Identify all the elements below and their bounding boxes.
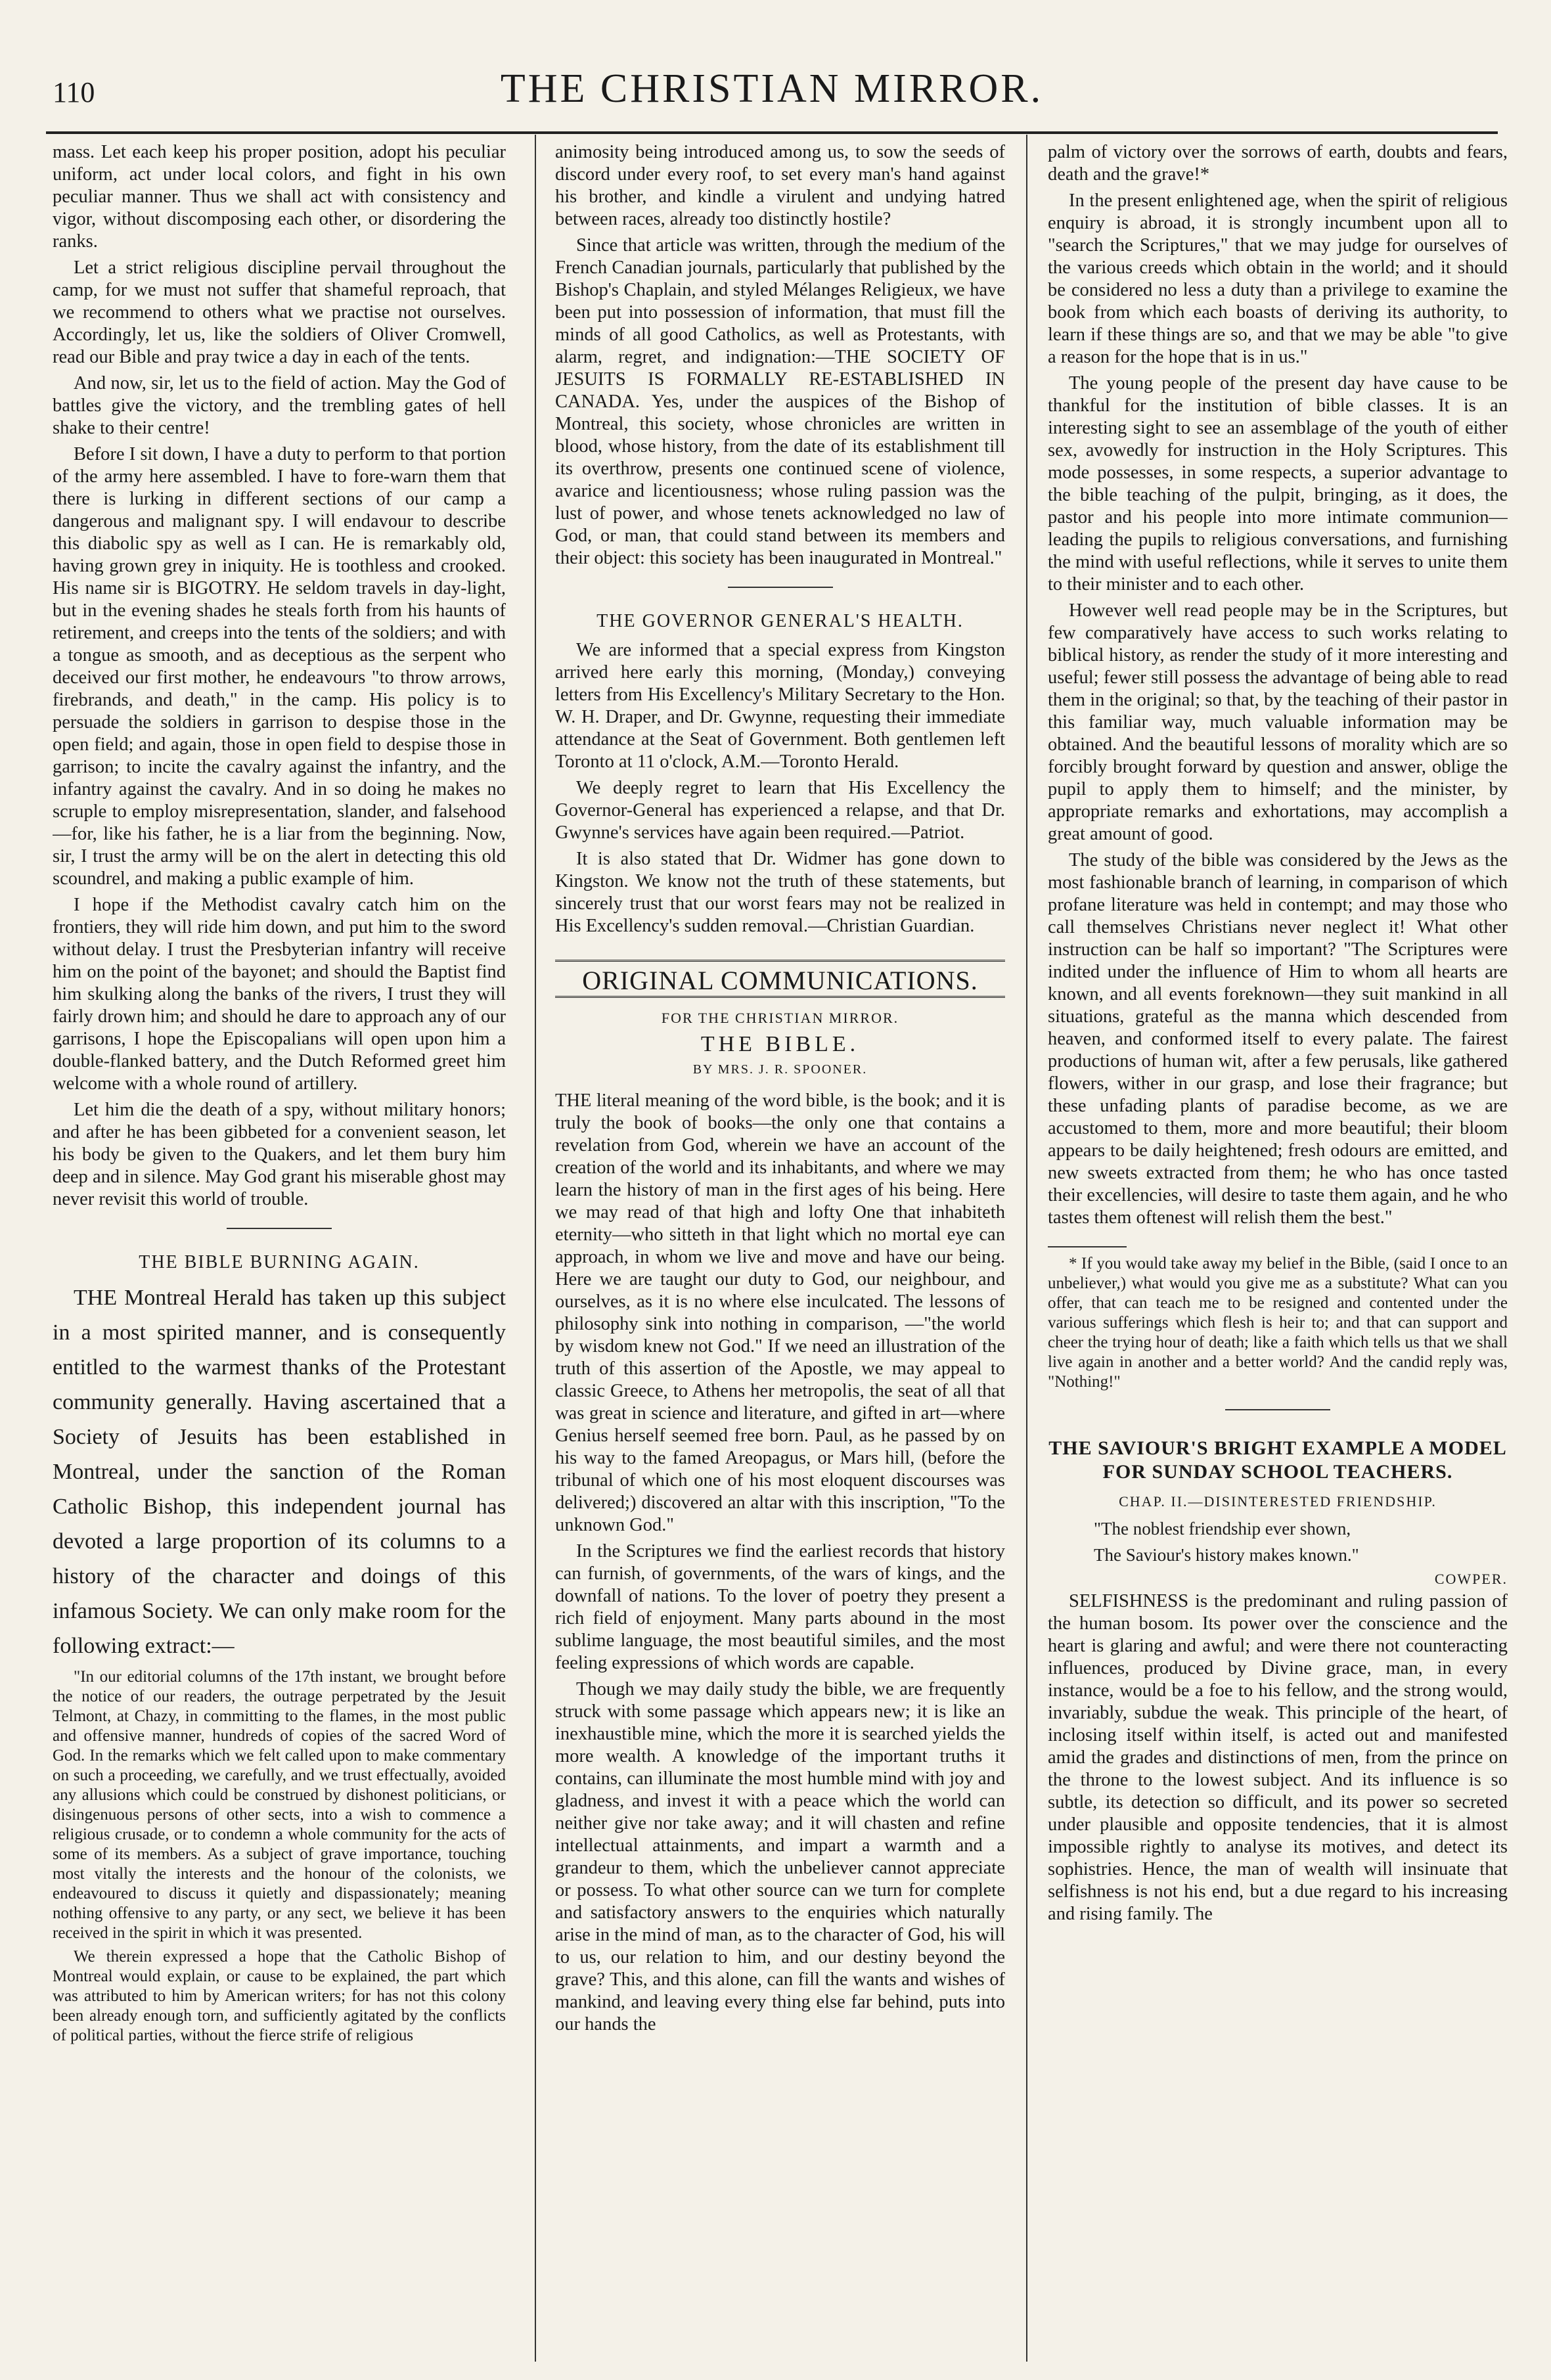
paragraph: mass. Let each keep his proper position, adopt his peculiar uniform, act under local colors, and fight in his own peculiar manner. Thus we shall act with consistency and vigor, without discomposing each other, or disordering the ranks.	[53, 142, 506, 252]
column-divider	[535, 135, 536, 2362]
paragraph: THE Montreal Herald has taken up this subject in a most spirited manner, and is consequently entitled to the warmest thanks of the Protestant community generally. Having ascertained that a Society of Jesuits has been established in Montreal, under the sanction of the Roman Catholic Bishop, this independent journal has devoted a large proportion of its columns to a history of the character and doings of this infamous Society. We can only make room for the following extract:—	[53, 1286, 506, 1658]
paragraph: animosity being introduced among us, to sow the seeds of discord under every roof, to set every man's hand against his brother, and kindle a virulent and undying hatred between races, already too distinctly hostile?	[555, 142, 1005, 229]
byline: BY MRS. J. R. SPOONER.	[692, 1062, 868, 1077]
section-rule	[227, 1228, 332, 1229]
paragraph: Let him die the death of a spy, without military honors; and after he has been gibbeted for a convenient season, let his body be given to the Quakers, and let them bury him deep and in silence. May God grant his miserable ghost may never revisit this world of trouble.	[53, 1100, 506, 1209]
paragraph: However well read people may be in the Scriptures, but few comparatively have access to such works relating to biblical history, as render the study of it more interesting and useful; fewer still possess the advantage of being able to read them in the original; so that, by the teaching of their pastor in this familiar way, much valuable information may be obtained. And the beautiful lessons of morality which are so forcibly brought forward by question and answer, oblige the pupil to apply them to himself; and the minister, by appropriate remarks and exhortations, may accomplish a great amount of good.	[1048, 600, 1508, 844]
heading-governor-health: THE GOVERNOR GENERAL'S HEALTH.	[596, 611, 964, 631]
section-rule	[728, 587, 833, 588]
column-middle	[555, 141, 1005, 2362]
paragraph: SELFISHNESS is the predominant and ruling passion of the human bosom. Its power over the conscience and the heart is glaring and awful; and were there not counteracting influences, produced by Divine grace, man, in every instance, would be a foe to his fellow, and the strong would, invariably, subdue the weak. This principle of the heart, of inclosing itself within itself, is acted out and manifested amid the grades and distinctions of men, from the prince on the throne to the lowest subject. And its influence is so subtle, its detection so difficult, and its power so secreted under plausible and opposite tendencies, that it is almost impossible rightly to analyse its motives, and detect its sophistries. Hence, the man of wealth will insinuate that selfishness is not his end, but a due regard to his increasing and rising family. The	[1048, 1591, 1508, 1924]
column-left	[53, 141, 506, 2362]
paragraph: Let a strict religious discipline pervail throughout the camp, for we must not suffer that shameful reproach, that we recommend to others what we practise not ourselves. Accordingly, let us, like the soldiers of Oliver Cromwell, read our Bible and pray twice a day in each of the tents.	[53, 258, 506, 367]
heading-bible-burning: THE BIBLE BURNING AGAIN.	[139, 1252, 420, 1272]
paragraph: And now, sir, let us to the field of action. May the God of battles give the victory, and the trembling gates of hell shake to their centre!	[53, 373, 506, 438]
column-right	[1048, 141, 1508, 2362]
paragraph: In the Scriptures we find the earliest records that history can furnish, of governments, of the wars of kings, and the downfall of nations. To the lover of poetry they present a rich field of enjoyment. Many parts abound in the most sublime language, the most beautiful similes, and the most feeling expressions of which words are capable.	[555, 1541, 1005, 1673]
quoted-paragraph: "In our editorial columns of the 17th instant, we brought before the notice of our readers, the outrage perpetrated by the Jesuit Telmont, at Chazy, in committing to the flames, in the most public and offensive manner, hundreds of copies of the sacred Word of God. In the remarks which we felt called upon to make commentary on such a proceeding, we carefully, and we trust effectually, avoided any allusions which could be construed by dishonest politicians, or disingenuous persons of other sects, into a wish to commence a religious crusade, or to condemn a whole community for the acts of some of its members. As a subject of grave importance, touching most vitally the interests and the honour of the colonists, we endeavoured to discuss it quietly and dispassionately; meaning nothing offensive to any party, or any sect, we believe it has been received in the spirit in which it was presented.	[53, 1668, 506, 1942]
paragraph: palm of victory over the sorrows of earth, doubts and fears, death and the grave!*	[1048, 142, 1508, 185]
heading-saviours-example: THE SAVIOUR'S BRIGHT EXAMPLE A MODEL FOR SUNDAY SCHOOL TEACHERS.	[1048, 1437, 1507, 1483]
header-rule	[46, 131, 1498, 134]
paragraph: The young people of the present day have cause to be thankful for the institution of bible classes. It is an interesting sight to see an assemblage of the youth of either sex, avowedly for instruction in the Holy Scriptures. This mode possesses, in some respects, a superior advantage to the bible teaching of the pulpit, bringing, as it does, the pastor and his people into more intimate communion—leading the pupils to religious conversations, and furnishing the mind with useful reflections, while it serves to unite them to their minister and to each other.	[1048, 373, 1508, 595]
paragraph: We deeply regret to learn that His Excellency the Governor-General has experienced a relapse, and that Dr. Gwynne's services have again been required.—Patriot.	[555, 778, 1005, 843]
masthead-title: THE CHRISTIAN MIRROR.	[500, 66, 1044, 111]
paragraph: Since that article was written, through the medium of the French Canadian journals, particularly that published by the Bishop's Chaplain, and styled Mélanges Religieux, we have been put into possession of information, that must fill the minds of all good Catholics, as well as Protestants, with alarm, regret, and indignation:—THE SOCIETY OF JESUITS IS FORMALLY RE-ESTABLISHED IN CANADA. Yes, under the auspices of the Bishop of Montreal, this society, whose chronicles are written in blood, whose history, from the date of its establishment till its overthrow, presents one continued scene of violence, avarice and licentiousness; whose ruling passion was the lust of power, and whose tenets acknowledged no law of God, or man, that could stand between its members and their object: this society has been inaugurated in Montreal."	[555, 235, 1005, 568]
chapter-label: CHAP. II.—DISINTERESTED FRIENDSHIP.	[1119, 1493, 1437, 1510]
verse-line: The Saviour's history makes known."	[1094, 1545, 1359, 1565]
paragraph: In the present enlightened age, when the spirit of religious enquiry is abroad, it is strongly incumbent upon all to "search the Scriptures," that we may judge for ourselves of the various creeds which obtain in the world; and it should be considered no less a duty than a privilege to examine the book from which each boasts of deriving its authority, to learn if these things are so, and that we may be able "to give a reason for the hope that is in us."	[1048, 191, 1508, 367]
for-mirror-label: FOR THE CHRISTIAN MIRROR.	[661, 1010, 899, 1026]
footnote: * If you would take away my belief in the Bible, (said I once to an unbeliever,) what would you give me as a substitute? What can you offer, that can teach me to be resigned and contented under the various sufferings which flesh is heir to; and that can support and cheer the trying hour of death; like a faith which tells us that we shall live again in another and a better world? And the candid reply was, "Nothing!"	[1048, 1255, 1508, 1391]
page-number: 110	[53, 76, 95, 108]
verse-attribution: COWPER.	[1434, 1571, 1508, 1587]
verse-line: "The noblest friendship ever shown,	[1094, 1519, 1351, 1538]
footnote-rule	[1048, 1246, 1127, 1247]
paragraph: THE literal meaning of the word bible, is the book; and it is truly the book of books—the only one that contains a revelation from God, wherein we have an account of the creation of the world and its inhabitants, and where we may learn the history of man in the first ages of his being. Here we may read of that high and lofty One that inhabiteth eternity—who sitteth in that light which no mortal eye can approach, in whom we live and move and have our being. Here we are taught our duty to God, our neighbour, and ourselves, as it is no where else inculcated. The lessons of philosophy sink into nothing in comparison, —"the world by wisdom knew not God." If we need an illustration of the truth of this assertion of the Apostle, we may appeal to classic Greece, to Athens her metropolis, the seat of all that was great in science and literature, and gifted in art—where Genius herself seemed free born. Paul, as he passed by on his way to the famed Areopagus, or Mars hill, (before the tribunal of which one of his most eloquent discourses was delivered;) discovered an altar with this inscription, "To the unknown God."	[555, 1090, 1005, 1535]
section-rule	[1225, 1409, 1330, 1410]
paragraph: The study of the bible was considered by the Jews as the most fashionable branch of learning, in comparison of which profane literature was held in contempt; and may those who call themselves Christians never neglect it! What other instruction can be half so important? "The Scriptures were indited under the influence of Him to whom all hearts are known, and all events foreknown—they suit mankind in all situations, grateful as the manna which descended from heaven, and conformed itself to every palate. The fairest productions of human wit, after a few perusals, like gathered flowers, wither in our grasp, and lose their fragrance; but these unfading plants of paradise become, as we are accustomed to them, more and more beautiful; their bloom appears to be daily heightened; fresh odours are emitted, and new sweets extracted from them; he who has once tasted their excellencies, will desire to taste them again, and he who tastes them oftenest will relish them the best."	[1048, 850, 1508, 1228]
column-divider	[1026, 135, 1027, 2362]
paragraph: Before I sit down, I have a duty to perform to that portion of the army here assembled. I have to fore-warn them that there is lurking in different sections of our camp a dangerous and malignant spy. I will endavour to describe this diabolic spy as well as I can. He is remarkably old, having grown grey in iniquity. He is toothless and crooked. His name sir is BIGOTRY. He seldom travels in day-light, but in the evening shades he steals forth from his haunts of retirement, and creeps into the tents of the soldiers; and with a tongue as smooth, and as deceptious as the serpent who deceived our first mother, he endeavours "to throw arrows, firebrands, and death," in the camp. His policy is to persuade the soldiers in garrison to despise those in the open field; and again, those in open field to despise those in garrison; to incite the cavalry against the infantry, and the infantry against the cavalry. And in so doing he makes no scruple to employ misrepresentation, slander, and falsehood—for, like his father, he is a liar from the beginning. Now, sir, I trust the army will be on the alert in detecting this old scoundrel, and making a public example of him.	[53, 444, 506, 889]
paragraph: We are informed that a special express from Kingston arrived here early this morning, (Monday,) conveying letters from His Excellency's Military Secretary to the Hon. W. H. Draper, and Dr. Gwynne, requesting their immediate attendance at the Seat of Government. Both gentlemen left Toronto at 11 o'clock, A.M.—Toronto Herald.	[555, 640, 1005, 772]
heading-original-communications: ORIGINAL COMMUNICATIONS.	[555, 960, 1005, 998]
page-header	[46, 13, 1498, 112]
paragraph: Though we may daily study the bible, we are frequently struck with some passage which appears new; it is like an inexhaustible mine, which the more it is searched yields the more wealth. A knowledge of the important truths it contains, can illuminate the most humble mind with joy and gladness, and invest it with a peace which the world can neither give nor take away; and it will chasten and refine intellectual attainments, and impart a warmth and a grandeur to them, which the unbeliever cannot appreciate or possess. To what other source can we turn for complete and satisfactory answers to the enquiries which naturally arise in the mind of man, as to the character of God, his will to us, our relation to him, and our destiny beyond the grave? This, and this alone, can fill the wants and wishes of mankind, and leaving every thing else far behind, puts into our hands the	[555, 1679, 1005, 2034]
paragraph: I hope if the Methodist cavalry catch him on the frontiers, they will ride him down, and put him to the sword without delay. I trust the Presbyterian infantry will receive him on the point of the bayonet; and should the Baptist find him skulking along the banks of the rivers, I trust they will fairly drown him; and should he dare to approach any of our garrisons, I hope the Episcopalians will open upon him a double-flanked battery, and the Dutch Reformed greet him welcome with a whole round of artillery.	[53, 895, 506, 1094]
quoted-paragraph: We therein expressed a hope that the Catholic Bishop of Montreal would explain, or cause to be explained, the part which was attributed to him by American writers; for has not this colony been already enough torn, and sufficiently agitated by the conflicts of political parties, without the fierce strife of religious	[53, 1948, 506, 2044]
article-title: THE BIBLE.	[700, 1032, 860, 1056]
paragraph: It is also stated that Dr. Widmer has gone down to Kingston. We know not the truth of these statements, but sincerely trust that our worst fears may not be realized in His Excellency's sudden removal.—Christian Guardian.	[555, 849, 1005, 936]
